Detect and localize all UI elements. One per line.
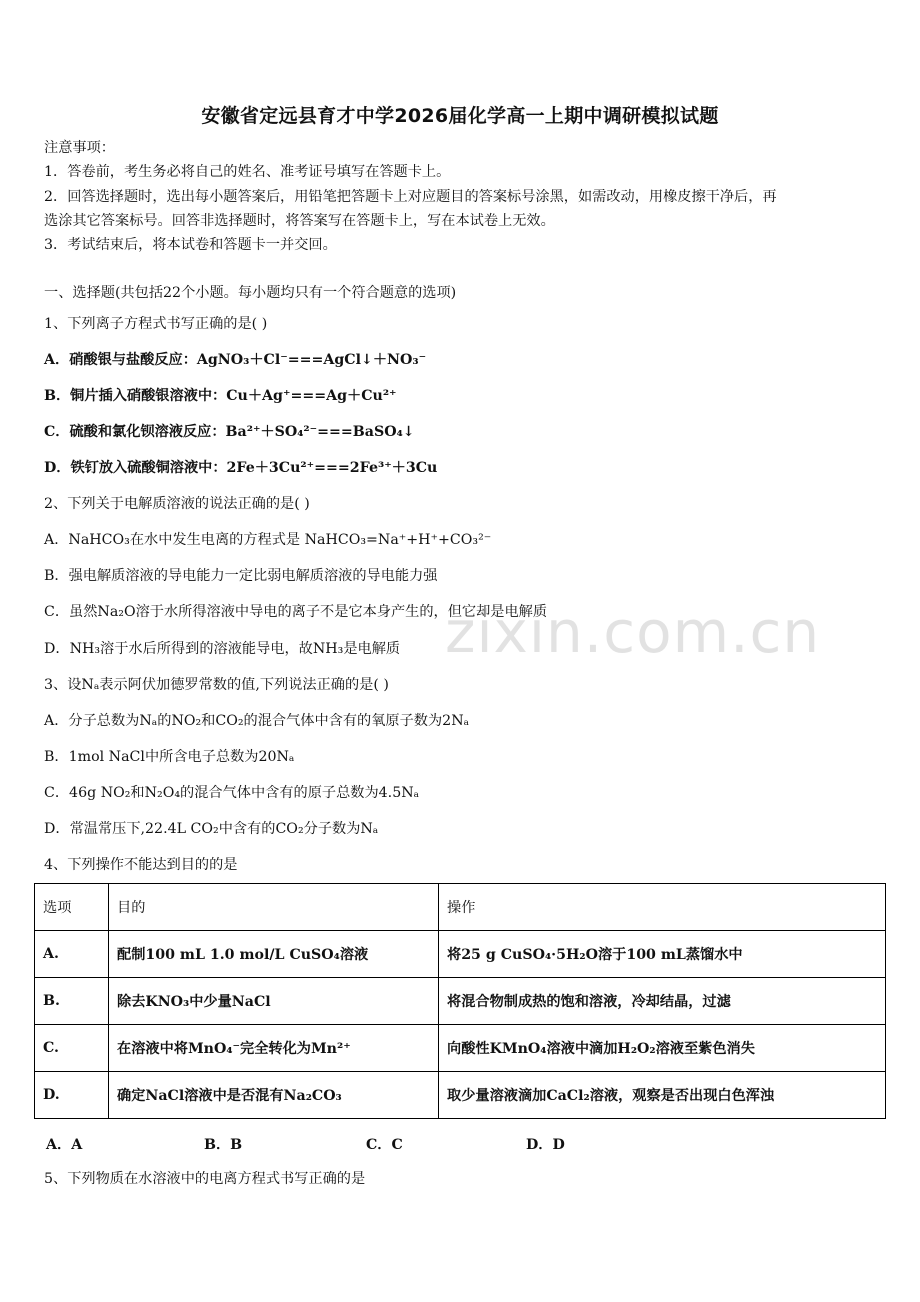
table-header-row	[35, 884, 886, 931]
question-1-option-a: A．硝酸银与盐酸反应：AgNO₃＋Cl⁻===AgCl↓＋NO₃⁻	[44, 352, 427, 368]
question-1-option-b: B．铜片插入硝酸银溶液中：Cu＋Ag⁺===Ag＋Cu²⁺	[44, 388, 397, 404]
watermark: zixin.com.cn	[445, 598, 821, 666]
question-4-table	[34, 883, 886, 1119]
question-2-option-d: D．NH₃溶于水后所得到的溶液能导电，故NH₃是电解质	[44, 641, 401, 657]
table-cell: 配制100 mL 1.0 mol/L CuSO₄溶液	[109, 931, 439, 978]
question-4-choice-a: A．A	[46, 1137, 83, 1153]
table-cell: C.	[35, 1025, 109, 1072]
question-4-choice-c: C．C	[366, 1137, 403, 1153]
table-cell: 向酸性KMnO₄溶液中滴加H₂O₂溶液至紫色消失	[439, 1025, 886, 1072]
question-2-option-c: C．虽然Na₂O溶于水所得溶液中导电的离子不是它本身产生的，但它却是电解质	[44, 604, 548, 620]
table-cell: 取少量溶液滴加CaCl₂溶液，观察是否出现白色浑浊	[439, 1072, 886, 1119]
notice-item: 选涂其它答案标号。回答非选择题时，将答案写在答题卡上，写在本试卷上无效。	[44, 213, 555, 229]
question-3-stem: 3、设Nₐ表示阿伏加德罗常数的值,下列说法正确的是( )	[44, 677, 389, 693]
question-1-option-c: C．硫酸和氯化钡溶液反应：Ba²⁺＋SO₄²⁻===BaSO₄↓	[44, 424, 415, 440]
table-cell: A.	[35, 931, 109, 978]
question-3-option-a: A．分子总数为Nₐ的NO₂和CO₂的混合气体中含有的氧原子数为2Nₐ	[44, 713, 470, 729]
table-cell: B.	[35, 978, 109, 1025]
table-cell: D.	[35, 1072, 109, 1119]
question-1-stem: 1、下列离子方程式书写正确的是( )	[44, 316, 268, 332]
question-4-stem: 4、下列操作不能达到目的的是	[44, 857, 238, 873]
question-2-option-b: B．强电解质溶液的导电能力一定比弱电解质溶液的导电能力强	[44, 568, 438, 584]
section-heading: 一、选择题(共包括22个小题。每小题均只有一个符合题意的选项)	[44, 285, 457, 301]
table-row	[35, 1072, 886, 1119]
question-3-option-b: B．1mol NaCl中所含电子总数为20Nₐ	[44, 749, 295, 765]
table-cell: 将混合物制成热的饱和溶液，冷却结晶，过滤	[439, 978, 886, 1025]
table-row	[35, 931, 886, 978]
table-cell: 将25 g CuSO₄·5H₂O溶于100 mL蒸馏水中	[439, 931, 886, 978]
table-cell: 确定NaCl溶液中是否混有Na₂CO₃	[109, 1072, 439, 1119]
notice-heading: 注意事项：	[44, 140, 115, 156]
question-2-option-a: A．NaHCO₃在水中发生电离的方程式是 NaHCO₃=Na⁺+H⁺+CO₃²⁻	[44, 532, 492, 548]
table-cell: 在溶液中将MnO₄⁻完全转化为Mn²⁺	[109, 1025, 439, 1072]
table-row	[35, 978, 886, 1025]
page-title: 安徽省定远县育才中学2026届化学高一上期中调研模拟试题	[201, 105, 719, 127]
question-4-choice-b: B．B	[204, 1137, 243, 1153]
question-2-stem: 2、下列关于电解质溶液的说法正确的是( )	[44, 496, 310, 512]
question-3-option-d: D．常温常压下,22.4L CO₂中含有的CO₂分子数为Nₐ	[44, 821, 379, 837]
notice-item: 3．考试结束后，将本试卷和答题卡一并交回。	[44, 237, 337, 253]
table-row	[35, 1025, 886, 1072]
notice-item: 1．答卷前，考生务必将自己的姓名、准考证号填写在答题卡上。	[44, 164, 451, 180]
table-cell: 除去KNO₃中少量NaCl	[109, 978, 439, 1025]
notice-item: 2．回答选择题时，选出每小题答案后，用铅笔把答题卡上对应题目的答案标号涂黑，如需改动，用橡皮擦干净后，再	[44, 189, 777, 205]
question-5-stem: 5、下列物质在水溶液中的电离方程式书写正确的是	[44, 1171, 366, 1187]
table-header-cell: 操作	[439, 884, 886, 931]
question-3-option-c: C．46g NO₂和N₂O₄的混合气体中含有的原子总数为4.5Nₐ	[44, 785, 420, 801]
question-1-option-d: D．铁钉放入硫酸铜溶液中：2Fe＋3Cu²⁺===2Fe³⁺＋3Cu	[44, 460, 438, 476]
table-header-cell: 目的	[109, 884, 439, 931]
table-header-cell: 选项	[35, 884, 109, 931]
question-4-choice-d: D．D	[526, 1137, 565, 1153]
